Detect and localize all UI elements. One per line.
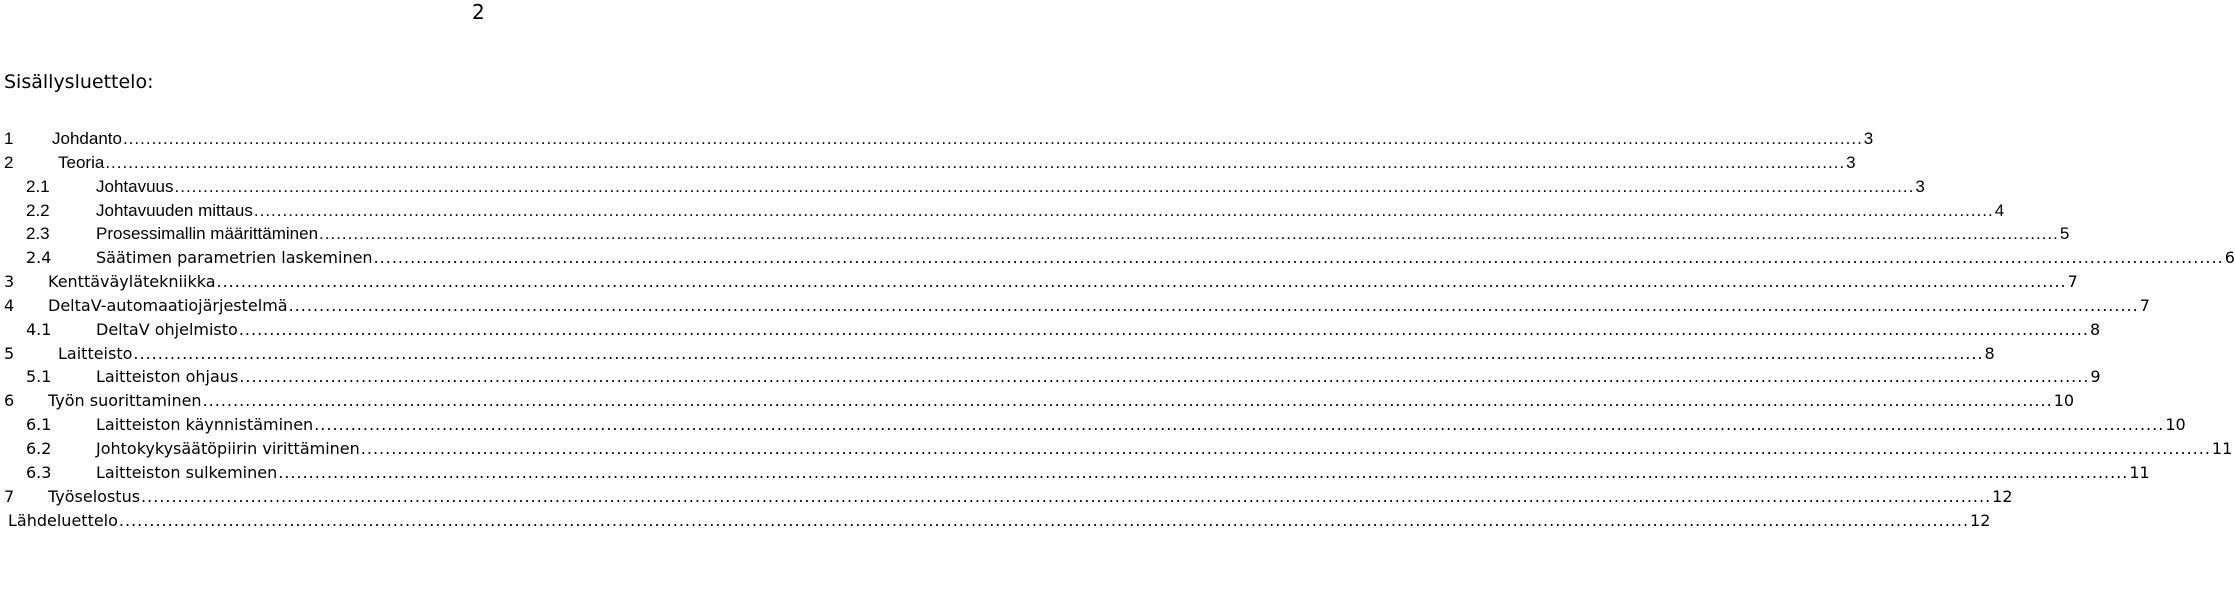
- toc-entry-page: 4: [1994, 200, 2005, 220]
- toc-dot-leader: [203, 389, 2053, 413]
- toc-entry[interactable]: [0, 270, 2078, 294]
- toc-entry-page: 10: [2165, 415, 2186, 435]
- toc-entry-page: 7: [2139, 295, 2150, 315]
- toc-entry-number: 6.3: [26, 462, 52, 482]
- toc-entry[interactable]: [0, 151, 1856, 175]
- toc-entry-page: 3: [1846, 152, 1856, 172]
- toc-dot-leader: [141, 485, 1991, 509]
- toc-entry-title: Kenttäväylätekniikka: [48, 272, 216, 292]
- toc-entry-number: 6: [4, 391, 15, 411]
- toc-entry-title: Johtokykysäätöpiirin virittäminen: [96, 438, 360, 458]
- toc-entry-title: Laitteiston sulkeminen: [96, 462, 278, 482]
- toc-entry[interactable]: [0, 413, 2186, 437]
- toc-entry-number: 3: [4, 272, 15, 292]
- toc-entry[interactable]: [0, 318, 2101, 342]
- toc-entry-title: DeltaV-automaatiojärjestelmä: [48, 295, 288, 315]
- toc-entry-number: 2.1: [26, 176, 50, 196]
- toc-entry-page: 3: [1863, 129, 1874, 148]
- toc-entry[interactable]: [0, 365, 2101, 389]
- toc-dot-leader: [105, 151, 1845, 175]
- toc-entry-title: Laitteiston käynnistäminen: [96, 415, 314, 435]
- toc-entry-title: Johdanto: [52, 129, 122, 148]
- page-number: 2: [472, 0, 485, 24]
- toc-entry-title: Laitteisto: [58, 343, 133, 363]
- toc-entry[interactable]: [0, 199, 2005, 223]
- toc-dot-leader: [217, 270, 2067, 294]
- toc-entry-title: Työselostus: [48, 486, 141, 506]
- toc-entry-number: 6.1: [26, 415, 52, 435]
- toc-entry-page: 11: [2211, 438, 2233, 458]
- toc-entry-number: 6.2: [26, 438, 52, 458]
- toc-entry-page: 7: [2067, 272, 2078, 292]
- toc-entry-title: Johtavuus: [96, 176, 174, 196]
- toc-dot-leader: [175, 175, 1915, 199]
- toc-entry[interactable]: [0, 294, 2150, 318]
- toc-entry-title: Säätimen parametrien laskeminen: [96, 248, 373, 268]
- toc-entry-page: 10: [2053, 391, 2075, 411]
- toc-dot-leader: [361, 437, 2211, 461]
- toc-dot-leader: [254, 199, 1994, 223]
- toc-entry[interactable]: [0, 461, 2150, 485]
- toc-dot-leader: [133, 342, 1983, 366]
- toc-dot-leader: [289, 294, 2139, 318]
- toc-entry-title: Lähdeluettelo: [8, 510, 118, 530]
- toc-entry-title: DeltaV ohjelmisto: [96, 319, 238, 339]
- toc-entry-page: 12: [1992, 486, 2013, 506]
- toc-entry-page: 9: [2090, 367, 2101, 387]
- toc-dot-leader: [239, 365, 2089, 389]
- toc-dot-leader: [374, 246, 2224, 270]
- toc-entry-number: 5: [4, 343, 15, 363]
- toc-entry-number: 5.1: [26, 367, 52, 387]
- toc-entry[interactable]: [0, 127, 1874, 151]
- toc-entry-number: 2: [4, 152, 14, 172]
- toc-dot-leader: [314, 413, 2164, 437]
- toc-entry-number: 2.2: [26, 200, 50, 220]
- table-of-contents: [0, 127, 2235, 532]
- toc-dot-leader: [239, 318, 2089, 342]
- toc-entry-number: 2.4: [26, 248, 52, 268]
- toc-entry-page: 3: [1915, 176, 1925, 196]
- toc-entry-title: Prosessimallin määrittäminen: [96, 224, 319, 244]
- toc-entry[interactable]: [0, 175, 1925, 199]
- toc-entry-number: 2.3: [26, 224, 50, 244]
- toc-heading: Sisällysluettelo:: [4, 71, 154, 93]
- toc-entry[interactable]: [0, 222, 2070, 246]
- toc-entry-title: Teoria: [58, 152, 105, 172]
- toc-entry-page: 12: [1970, 510, 1991, 530]
- toc-entry[interactable]: [0, 509, 1991, 533]
- toc-dot-leader: [278, 461, 2128, 485]
- toc-dot-leader: [123, 127, 1863, 151]
- toc-entry-title: Laitteiston ohjaus: [96, 367, 239, 387]
- toc-dot-leader: [119, 509, 1969, 533]
- toc-entry-page: 8: [1984, 343, 1995, 363]
- toc-entry-title: Johtavuuden mittaus: [96, 200, 253, 220]
- toc-entry[interactable]: [0, 437, 2233, 461]
- toc-entry[interactable]: [0, 246, 2235, 270]
- toc-entry[interactable]: [0, 389, 2075, 413]
- toc-entry[interactable]: [0, 342, 1995, 366]
- toc-entry-page: 6: [2224, 248, 2235, 268]
- toc-dot-leader: [319, 222, 2059, 246]
- toc-entry-number: 1: [4, 129, 14, 148]
- toc-entry-number: 4.1: [26, 319, 52, 339]
- toc-entry-page: 5: [2059, 224, 2070, 244]
- toc-entry-number: 4: [4, 295, 15, 315]
- toc-entry[interactable]: [0, 485, 2013, 509]
- toc-entry-page: 11: [2129, 462, 2150, 482]
- toc-entry-title: Työn suorittaminen: [48, 391, 202, 411]
- toc-entry-page: 8: [2089, 319, 2101, 339]
- toc-entry-number: 7: [4, 486, 15, 506]
